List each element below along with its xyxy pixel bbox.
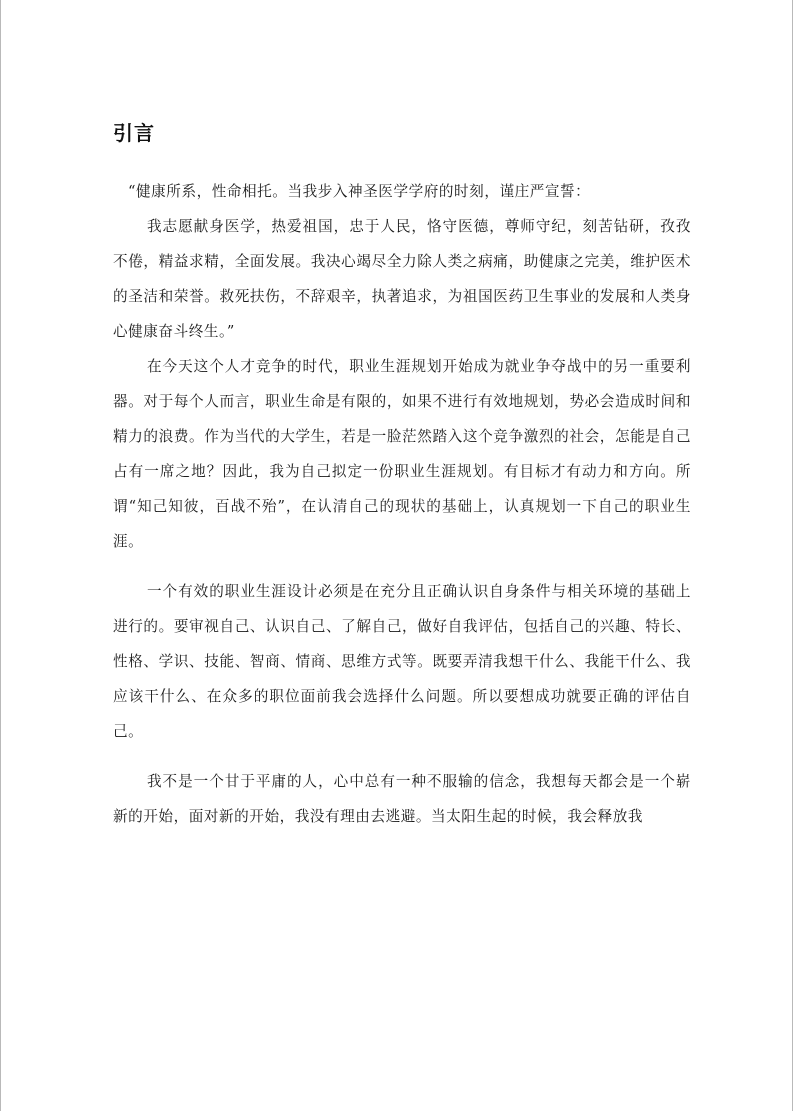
oath-intro-paragraph: “健康所系，性命相托。当我步入神圣医学学府的时刻，谨庄严宣誓： bbox=[128, 183, 591, 200]
oath-paragraph: 我志愿献身医学，热爱祖国，忠于人民，恪守医德，尊师守纪，刻苦钻研，孜孜不倦，精益求精，全面发展。我决心竭尽全力除人类之病痛，助健康之完美，维护医术的圣洁和荣誉。救死扶伤，不辞艰辛，执著追求，为祖国医药卫生事业的发展和人类身心健康奋斗终生。” bbox=[113, 218, 691, 340]
section-heading: 引言 bbox=[113, 121, 155, 145]
self-assessment-paragraph: 一个有效的职业生涯设计必须是在充分且正确认识自身条件与相关环境的基础上进行的。要审视自己、认识自己、了解自己，做好自我评估，包括自己的兴趣、特长、性格、学识、技能、智商、情商、思维方式等。既要弄清我想干什么、我能干什么、我应该干什么、在众多的职位面前我会选择什么问题。所以要想成功就要正确的评估自己。 bbox=[113, 583, 691, 740]
intro-paragraph: 在今天这个人才竞争的时代，职业生涯规划开始成为就业争夺战中的另一重要利器。对于每个人而言，职业生命是有限的，如果不进行有效地规划，势必会造成时间和精力的浪费。作为当代的大学生，若是一脸茫然踏入这个竞争激烈的社会，怎能是自己占有一席之地？因此，我为自己拟定一份职业生涯规划。有目标才有动力和方向。所谓“知己知彼，百战不殆”，在认清自己的现状的基础上，认真规划一下自己的职业生涯。 bbox=[113, 358, 691, 550]
document-body bbox=[113, 174, 691, 834]
personal-belief-paragraph: 我不是一个甘于平庸的人，心中总有一种不服输的信念，我想每天都会是一个崭新的开始，面对新的开始，我没有理由去逃避。当太阳生起的时候，我会释放我 bbox=[113, 773, 691, 825]
